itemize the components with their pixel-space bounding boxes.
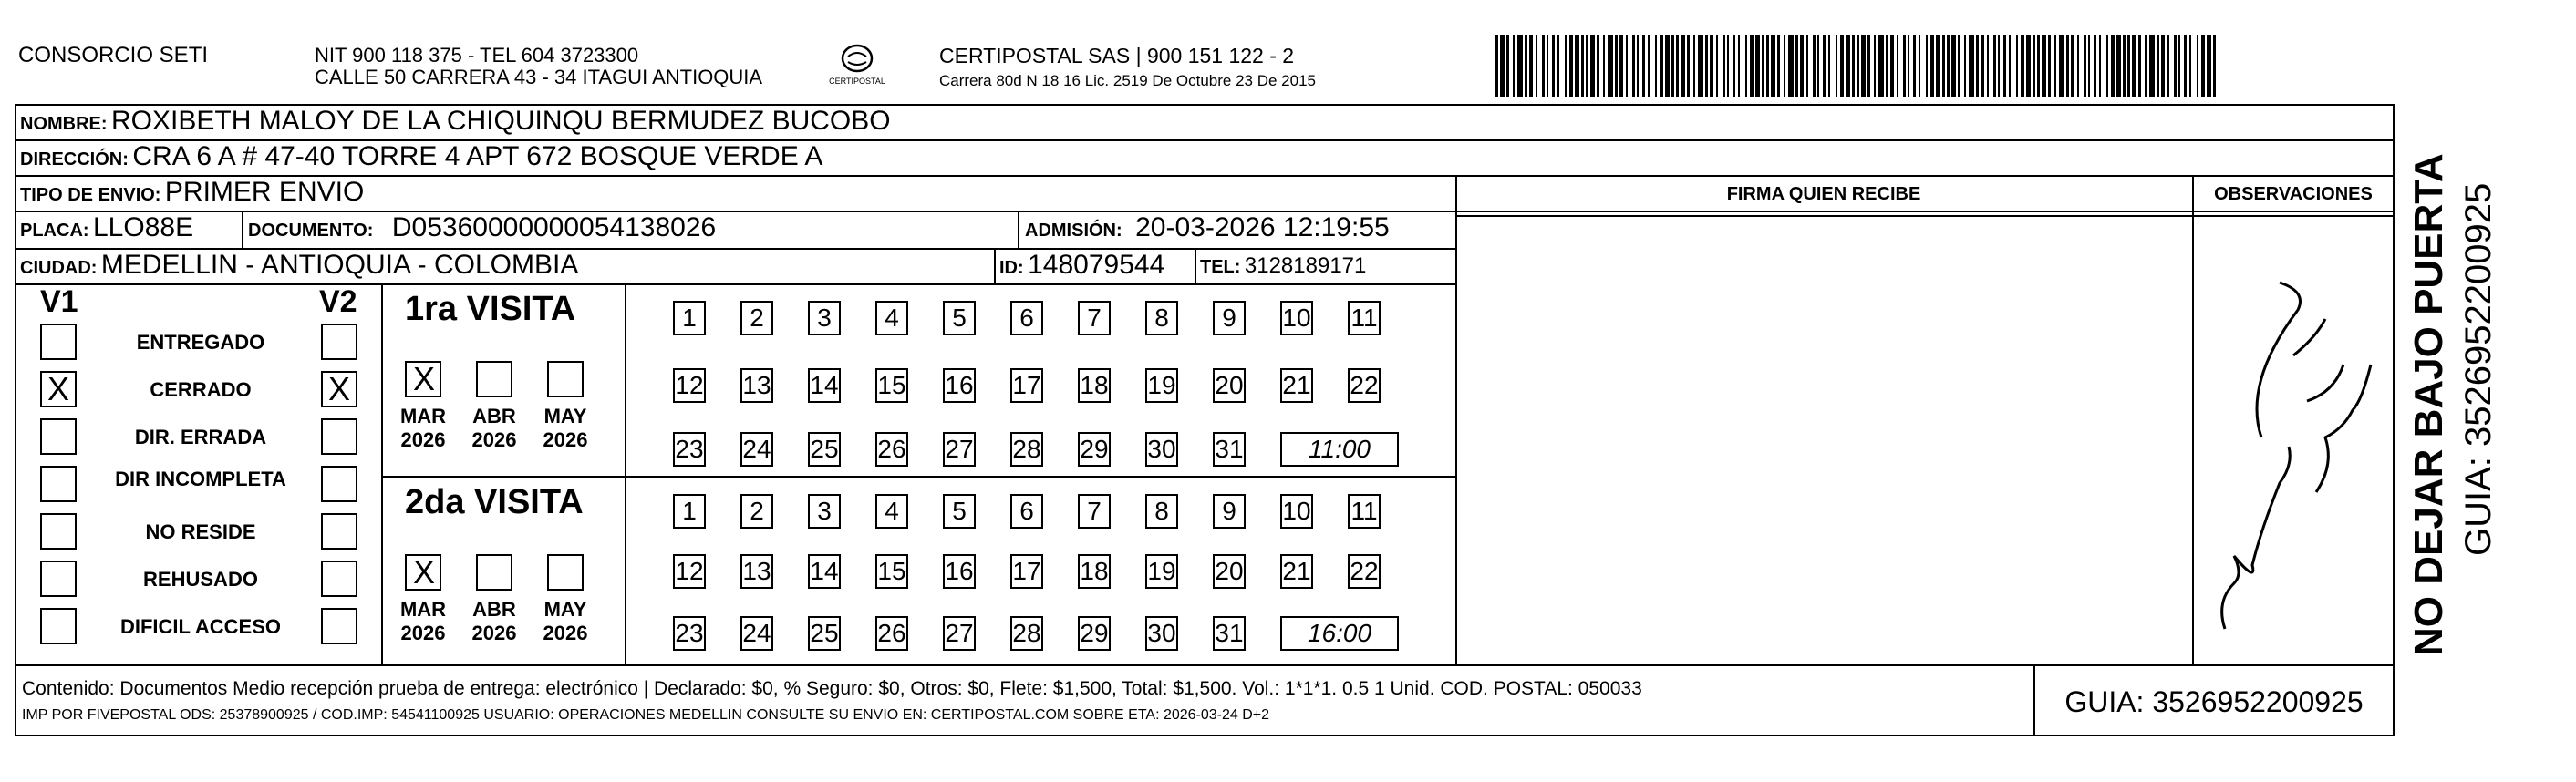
contenido-text: Contenido: Documentos Medio recepción prueba de entrega: electrónico | Declarado: $0, % Seguro: $0, Otros: $0, Flete: $1,500, Total: $1,500. Vol.: 1*1*1. 0.5 1 Unid. COD. POSTAL: 050033	[22, 678, 1642, 699]
day-box[interactable]: 5	[943, 494, 976, 529]
nombre-row	[20, 106, 891, 137]
day-box[interactable]: 19	[1145, 368, 1178, 403]
v1-checkbox[interactable]	[40, 371, 77, 407]
first-visit-title: 1ra VISITA	[405, 290, 576, 328]
tel-row	[1200, 253, 1366, 279]
day-box[interactable]: 10	[1280, 301, 1313, 335]
ciudad-value: MEDELLIN - ANTIOQUIA - COLOMBIA	[100, 250, 579, 280]
day-box[interactable]: 28	[1010, 432, 1043, 467]
day-box[interactable]: 14	[808, 554, 841, 589]
v1-checkbox[interactable]	[40, 418, 77, 455]
day-box[interactable]: 3	[808, 301, 841, 335]
v2-checkbox[interactable]	[321, 513, 357, 550]
day-box[interactable]: 11	[1348, 301, 1381, 335]
day-box[interactable]: 24	[740, 616, 773, 651]
v2-checkbox[interactable]	[321, 466, 357, 502]
day-box[interactable]: 26	[875, 616, 908, 651]
day-box[interactable]: 13	[740, 554, 773, 589]
direccion-label: DIRECCIÓN:	[20, 149, 129, 170]
id-label: ID:	[999, 258, 1024, 278]
certipostal-line: CERTIPOSTAL SAS | 900 151 122 - 2	[939, 44, 1295, 67]
month-label: MAR 2026	[399, 598, 447, 644]
v2-checkbox[interactable]	[321, 561, 357, 597]
month-checkbox[interactable]	[405, 361, 441, 397]
day-box[interactable]: 30	[1145, 432, 1178, 467]
signature-scribble	[2207, 255, 2389, 656]
month-checkbox[interactable]	[476, 554, 512, 591]
documento-row	[248, 212, 716, 243]
day-box[interactable]: 18	[1078, 368, 1111, 403]
side-notice: NO DEJAR BAJO PUERTA	[2406, 153, 2451, 656]
v2-checkbox[interactable]	[321, 418, 357, 455]
admision-value: 20-03-2026 12:19:55	[1135, 212, 1390, 242]
day-box[interactable]: 17	[1010, 368, 1043, 403]
month-label: MAY 2026	[543, 598, 588, 644]
v1-checkbox[interactable]	[40, 608, 77, 644]
day-box[interactable]: 21	[1280, 368, 1313, 403]
status-label: REHUSADO	[143, 568, 258, 591]
checkbox-mark: X	[328, 370, 351, 407]
direccion-row	[20, 141, 822, 172]
status-label: DIR. ERRADA	[134, 426, 267, 448]
day-box[interactable]: 2	[740, 494, 773, 529]
certipostal-logo	[821, 40, 894, 95]
day-box[interactable]: 22	[1348, 554, 1381, 589]
month-label: ABR 2026	[471, 405, 517, 451]
nombre-value: ROXIBETH MALOY DE LA CHIQUINQU BERMUDEZ BUCOBO	[111, 106, 891, 136]
day-box[interactable]: 20	[1213, 368, 1246, 403]
placa-label: PLACA:	[20, 221, 89, 241]
day-box[interactable]: 1	[673, 494, 706, 529]
visit-time-box[interactable]: 11:00	[1280, 432, 1399, 467]
day-box[interactable]: 17	[1010, 554, 1043, 589]
day-box[interactable]: 25	[808, 616, 841, 651]
day-box[interactable]: 8	[1145, 494, 1178, 529]
status-label: DIFICIL ACCESO	[119, 615, 281, 638]
day-box[interactable]: 10	[1280, 494, 1313, 529]
day-box[interactable]: 24	[740, 432, 773, 467]
company-name: CONSORCIO SETI	[18, 43, 209, 67]
status-label: CERRADO	[150, 378, 252, 401]
documento-label: DOCUMENTO:	[248, 221, 374, 241]
day-box[interactable]: 6	[1010, 301, 1043, 335]
imp-text: IMP POR FIVEPOSTAL ODS: 25378900925 / COD.IMP: 54541100925 USUARIO: OPERACIONES MEDELLIN CONSULTE SU ENVIO EN: CERTIPOSTAL.COM SOBRE ETA: 2026-03-24 D+2	[22, 707, 1270, 723]
day-box[interactable]: 21	[1280, 554, 1313, 589]
day-box[interactable]: 11	[1348, 494, 1381, 529]
day-box[interactable]: 12	[673, 368, 706, 403]
day-box[interactable]: 6	[1010, 494, 1043, 529]
month-checkbox[interactable]	[547, 361, 584, 397]
day-box[interactable]: 9	[1213, 494, 1246, 529]
day-box[interactable]: 29	[1078, 432, 1111, 467]
address-line: CALLE 50 CARRERA 43 - 34 ITAGUI ANTIOQUIA	[315, 66, 763, 88]
v1-checkbox[interactable]	[40, 324, 77, 360]
tipo-row	[20, 177, 364, 208]
day-box[interactable]: 23	[673, 432, 706, 467]
day-box[interactable]: 2	[740, 301, 773, 335]
day-box[interactable]: 19	[1145, 554, 1178, 589]
v1-checkbox[interactable]	[40, 466, 77, 502]
license-line: Carrera 80d N 18 16 Lic. 2519 De Octubre 23 De 2015	[939, 72, 1316, 89]
month-mark: X	[413, 553, 436, 591]
day-box[interactable]: 9	[1213, 301, 1246, 335]
v2-checkbox[interactable]	[321, 324, 357, 360]
month-checkbox[interactable]	[405, 554, 441, 591]
tipo-label: TIPO DE ENVIO:	[20, 185, 161, 205]
month-label: ABR 2026	[471, 598, 517, 644]
day-box[interactable]: 31	[1213, 616, 1246, 651]
v1-checkbox[interactable]	[40, 513, 77, 550]
v1-label: V1	[40, 284, 78, 319]
footer-guia: GUIA: 3526952200925	[2064, 685, 2364, 718]
firma-header: FIRMA QUIEN RECIBE	[1726, 184, 1921, 204]
documento-value: D05360000000054138026	[391, 212, 717, 242]
nit-line: NIT 900 118 375 - TEL 604 3723300	[315, 44, 639, 67]
day-box[interactable]: 16	[943, 368, 976, 403]
month-checkbox[interactable]	[547, 554, 584, 591]
admision-label: ADMISIÓN:	[1025, 221, 1122, 241]
day-box[interactable]: 27	[943, 616, 976, 651]
day-box[interactable]: 4	[875, 494, 908, 529]
status-label: ENTREGADO	[136, 331, 265, 354]
day-box[interactable]: 14	[808, 368, 841, 403]
day-box[interactable]: 12	[673, 554, 706, 589]
tel-value: 3128189171	[1244, 253, 1367, 278]
day-box[interactable]: 27	[943, 432, 976, 467]
day-box[interactable]: 7	[1078, 494, 1111, 529]
ciudad-row	[20, 250, 578, 281]
day-box[interactable]: 16	[943, 554, 976, 589]
day-box[interactable]: 26	[875, 432, 908, 467]
day-box[interactable]: 30	[1145, 616, 1178, 651]
month-label: MAR 2026	[399, 405, 447, 451]
day-box[interactable]: 28	[1010, 616, 1043, 651]
v2-checkbox[interactable]	[321, 608, 357, 644]
day-box[interactable]: 23	[673, 616, 706, 651]
visit-time-box[interactable]: 16:00	[1280, 616, 1399, 651]
observaciones-header: OBSERVACIONES	[2214, 184, 2373, 204]
month-mark: X	[413, 360, 436, 397]
placa-row	[20, 212, 193, 243]
placa-value: LLO88E	[93, 212, 194, 242]
day-box[interactable]: 22	[1348, 368, 1381, 403]
day-box[interactable]: 25	[808, 432, 841, 467]
v1-checkbox[interactable]	[40, 561, 77, 597]
checkbox-mark: X	[47, 370, 70, 407]
barcode	[1495, 35, 2220, 97]
id-row	[999, 250, 1164, 281]
second-visit-title: 2da VISITA	[405, 483, 584, 521]
day-box[interactable]: 13	[740, 368, 773, 403]
direccion-value: CRA 6 A # 47-40 TORRE 4 APT 672 BOSQUE VERDE A	[132, 141, 823, 171]
day-box[interactable]: 1	[673, 301, 706, 335]
v2-label: V2	[319, 284, 357, 319]
nombre-label: NOMBRE:	[20, 114, 108, 134]
status-label: NO RESIDE	[145, 520, 256, 543]
admision-row	[1025, 212, 1390, 243]
day-box[interactable]: 5	[943, 301, 976, 335]
id-value: 148079544	[1028, 250, 1165, 280]
day-box[interactable]: 20	[1213, 554, 1246, 589]
day-box[interactable]: 8	[1145, 301, 1178, 335]
day-box[interactable]: 15	[875, 554, 908, 589]
logo-text: CERTIPOSTAL	[829, 77, 885, 86]
tipo-value: PRIMER ENVIO	[164, 177, 365, 207]
day-box[interactable]: 3	[808, 494, 841, 529]
status-label: DIR INCOMPLETA	[115, 468, 286, 490]
day-box[interactable]: 31	[1213, 432, 1246, 467]
month-label: MAY 2026	[543, 405, 588, 451]
tel-label: TEL:	[1200, 257, 1241, 277]
v2-checkbox[interactable]	[321, 371, 357, 407]
day-box[interactable]: 15	[875, 368, 908, 403]
day-box[interactable]: 7	[1078, 301, 1111, 335]
side-guia: GUIA: 3526952200925	[2458, 182, 2498, 556]
day-box[interactable]: 4	[875, 301, 908, 335]
month-checkbox[interactable]	[476, 361, 512, 397]
day-box[interactable]: 18	[1078, 554, 1111, 589]
ciudad-label: CIUDAD:	[20, 258, 98, 278]
day-box[interactable]: 29	[1078, 616, 1111, 651]
